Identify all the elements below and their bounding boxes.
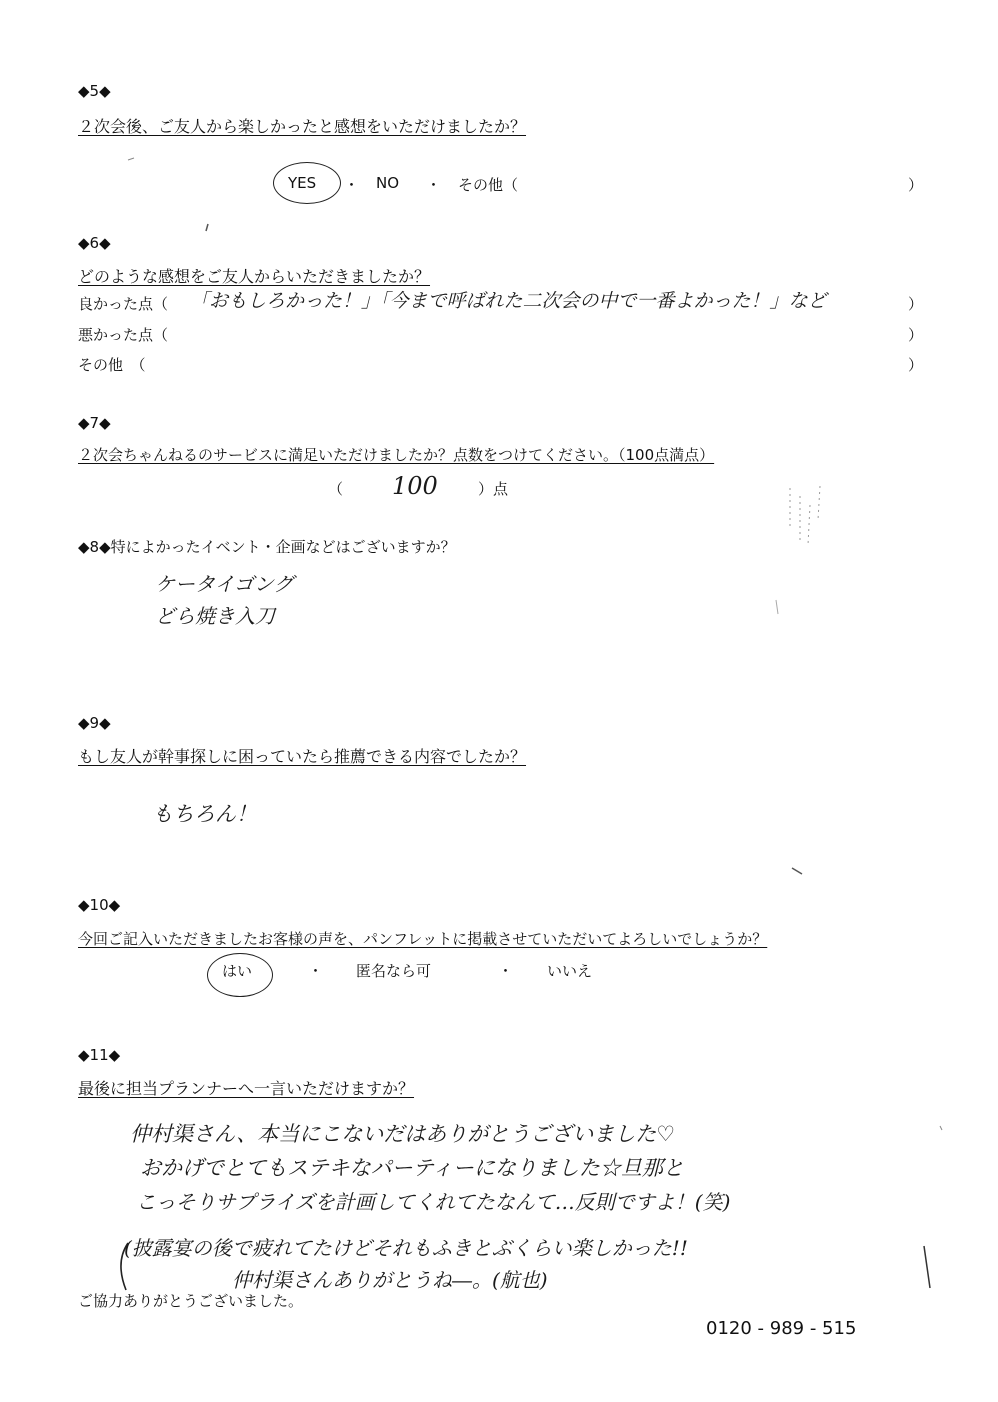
q10-question: 今回ご記入いただきましたお客様の声を、パンフレットに掲載させていただいてよろしいでしょうか？ (78, 930, 768, 948)
q6-good-label: 良かった点（ (78, 295, 169, 313)
q7-open-paren: （ (328, 480, 344, 498)
q6-number: ◆6◆ (78, 234, 111, 252)
q11-comment-line-3: こっそりサプライズを計画してくれてたなんて…反則ですよ！(笑) (136, 1190, 731, 1214)
q10-number: ◆10◆ (78, 896, 121, 914)
q9-question: もし友人が幹事探しに困っていたら推薦できる内容でしたか？ (78, 747, 527, 766)
q6-good-close: ） (908, 295, 924, 313)
q11-comment-line-2: おかげでとてもステキなパーティーになりました☆旦那と (140, 1156, 684, 1180)
q7-score[interactable]: 100 (392, 472, 438, 500)
q11-number: ◆11◆ (78, 1046, 121, 1064)
q11-comment-line-1: 仲村渠さん、本当にこないだはありがとうございました♡ (130, 1122, 676, 1146)
q5-yes-option[interactable]: YES (288, 174, 317, 192)
q11-comment-line-4: (披露宴の後で疲れてたけどそれもふきとぶくらい楽しかった!! (124, 1236, 688, 1260)
q9-number: ◆9◆ (78, 714, 111, 732)
q5-other-option[interactable]: その他（ (458, 176, 519, 194)
q7-close-unit: ）点 (478, 480, 509, 498)
q8-answer-line-2: どら焼き入刀 (155, 604, 275, 628)
q9-answer: もちろん！ (152, 802, 257, 826)
q7-question: ２次会ちゃんねるのサービスに満足いただけましたか？点数をつけてください。（100点満点） (78, 446, 715, 464)
q5-number: ◆5◆ (78, 82, 111, 100)
q5-close-paren: ） (908, 176, 924, 194)
q8-answer-line-1: ケータイゴング (155, 572, 294, 596)
q6-good-answer: 「おもしろかった！」「今まで呼ばれた二次会の中で一番よかった！」など (190, 290, 827, 312)
q10-yes-option[interactable]: はい (222, 962, 253, 980)
q10-separator-1: ・ (308, 962, 324, 980)
q10-anonymous-option[interactable]: 匿名なら可 (356, 962, 432, 980)
q6-other-close: ） (908, 356, 924, 374)
q6-other-label: その他 （ (78, 356, 146, 374)
q5-no-option[interactable]: NO (376, 174, 400, 192)
q6-bad-label: 悪かった点（ (78, 326, 169, 344)
q5-separator-1: ・ (344, 176, 360, 194)
q6-question: どのような感想をご友人からいただきましたか？ (78, 267, 431, 286)
q7-number: ◆7◆ (78, 414, 111, 432)
q8-title: ◆8◆特によかったイベント・企画などはございますか？ (78, 538, 456, 556)
q11-comment-line-5: 仲村渠さんありがとうね―。(航也) (232, 1268, 548, 1292)
q5-question: ２次会後、ご友人から楽しかったと感想をいただけましたか？ (78, 117, 527, 136)
q10-separator-2: ・ (498, 962, 514, 980)
thanks-text: ご協力ありがとうございました。 (78, 1292, 304, 1310)
q6-bad-close: ） (908, 326, 924, 344)
q10-no-option[interactable]: いいえ (547, 962, 593, 980)
q11-question: 最後に担当プランナーへ一言いただけますか？ (78, 1079, 415, 1098)
q5-separator-2: ・ (426, 176, 442, 194)
phone-number: 0120 - 989 - 515 (706, 1318, 857, 1339)
